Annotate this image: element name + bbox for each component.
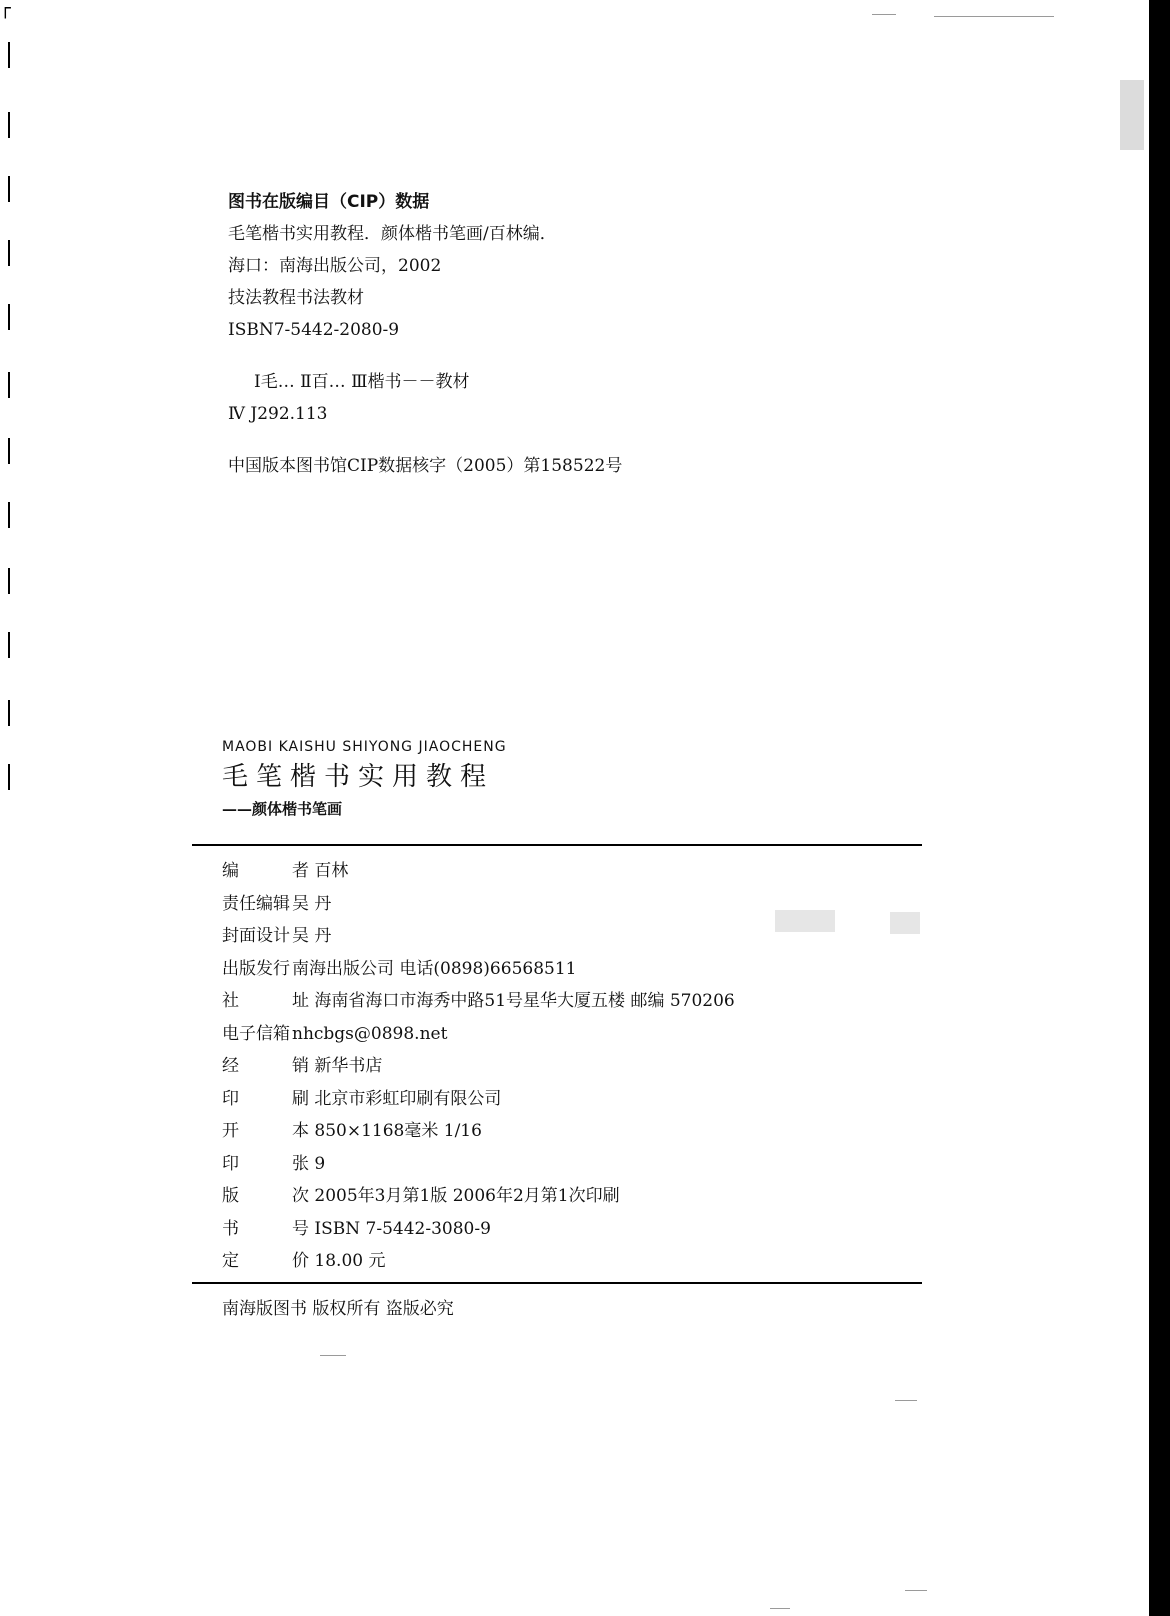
detail-row	[222, 920, 942, 953]
detail-label: 版	[222, 1186, 239, 1206]
detail-value: 张 9	[292, 1153, 326, 1174]
corner-scan-mark: ┌	[0, 0, 11, 19]
detail-value: 南海出版公司 电话(0898)66568511	[292, 958, 577, 979]
detail-label: 责任编辑	[222, 893, 290, 914]
detail-label: 印	[222, 1153, 239, 1174]
detail-label: 经	[222, 1056, 239, 1076]
detail-label: 封面设计	[222, 926, 290, 946]
detail-row	[222, 1083, 942, 1116]
detail-value: 吴 丹	[292, 893, 332, 914]
cip-series-line: 技法教程书法教材	[228, 288, 364, 308]
title-pinyin: MAOBI KAISHU SHIYONG JIAOCHENG	[222, 739, 507, 755]
detail-value: 号 ISBN 7-5442-3080-9	[292, 1218, 491, 1239]
scan-speck	[934, 16, 1054, 17]
cip-record-number-line: 中国版本图书馆CIP数据核字（2005）第158522号	[228, 456, 623, 476]
detail-row	[222, 855, 942, 888]
detail-value: 次 2005年3月第1版 2006年2月第1次印刷	[292, 1186, 620, 1206]
cip-subject-line: Ⅰ毛… Ⅱ百… Ⅲ楷书－－教材	[254, 372, 470, 392]
copyright-notice: 南海版图书 版权所有 盗版必究	[222, 1299, 454, 1319]
detail-row	[222, 1115, 942, 1148]
detail-label: 定	[222, 1251, 239, 1271]
cip-title-line: 毛笔楷书实用教程．颜体楷书笔画/百林编．	[228, 224, 557, 244]
detail-row	[222, 1018, 942, 1051]
detail-label: 电子信箱	[222, 1023, 290, 1044]
detail-value: 吴 丹	[292, 926, 332, 946]
detail-label: 编	[222, 861, 239, 881]
detail-value: nhcbgs@0898.net	[292, 1023, 448, 1044]
detail-label: 开	[222, 1121, 239, 1141]
detail-row	[222, 1180, 942, 1213]
binding-margin-marks	[8, 28, 12, 808]
cip-isbn-line: ISBN7-5442-2080-9	[228, 320, 400, 340]
publication-details	[222, 855, 942, 1278]
detail-value: 销 新华书店	[292, 1056, 383, 1076]
book-title: 毛笔楷书实用教程	[222, 762, 495, 792]
detail-value: 价 18.00 元	[292, 1251, 386, 1271]
scan-speck	[1120, 80, 1144, 150]
detail-row	[222, 888, 942, 921]
detail-label: 印	[222, 1088, 239, 1109]
detail-row	[222, 1148, 942, 1181]
detail-label: 出版发行	[222, 958, 290, 979]
scan-speck	[320, 1355, 346, 1356]
book-subtitle: ——颜体楷书笔画	[222, 800, 343, 818]
top-divider-rule	[192, 844, 922, 846]
detail-label: 社	[222, 991, 239, 1011]
detail-value: 本 850×1168毫米 1/16	[292, 1121, 482, 1141]
scan-edge-shadow	[1149, 0, 1170, 1616]
cip-heading: 图书在版编目（CIP）数据	[228, 192, 430, 212]
scan-speck	[872, 14, 896, 15]
book-title-block	[222, 736, 922, 822]
cip-publisher-line: 海口：南海出版公司，2002	[228, 256, 442, 276]
detail-value: 者 百林	[292, 861, 349, 881]
detail-row	[222, 985, 942, 1018]
detail-value: 址 海南省海口市海秀中路51号星华大厦五楼 邮编 570206	[292, 991, 735, 1011]
detail-label: 书	[222, 1218, 239, 1239]
detail-row	[222, 953, 942, 986]
bottom-divider-rule	[192, 1282, 922, 1284]
detail-row	[222, 1213, 942, 1246]
cip-data-block	[228, 186, 928, 482]
cip-classification-line: Ⅳ J292.113	[228, 404, 328, 424]
scan-speck	[905, 1590, 927, 1591]
scan-speck	[895, 1400, 917, 1401]
scan-speck	[770, 1608, 790, 1609]
detail-row	[222, 1245, 942, 1278]
detail-row	[222, 1050, 942, 1083]
detail-value: 刷 北京市彩虹印刷有限公司	[292, 1088, 502, 1109]
